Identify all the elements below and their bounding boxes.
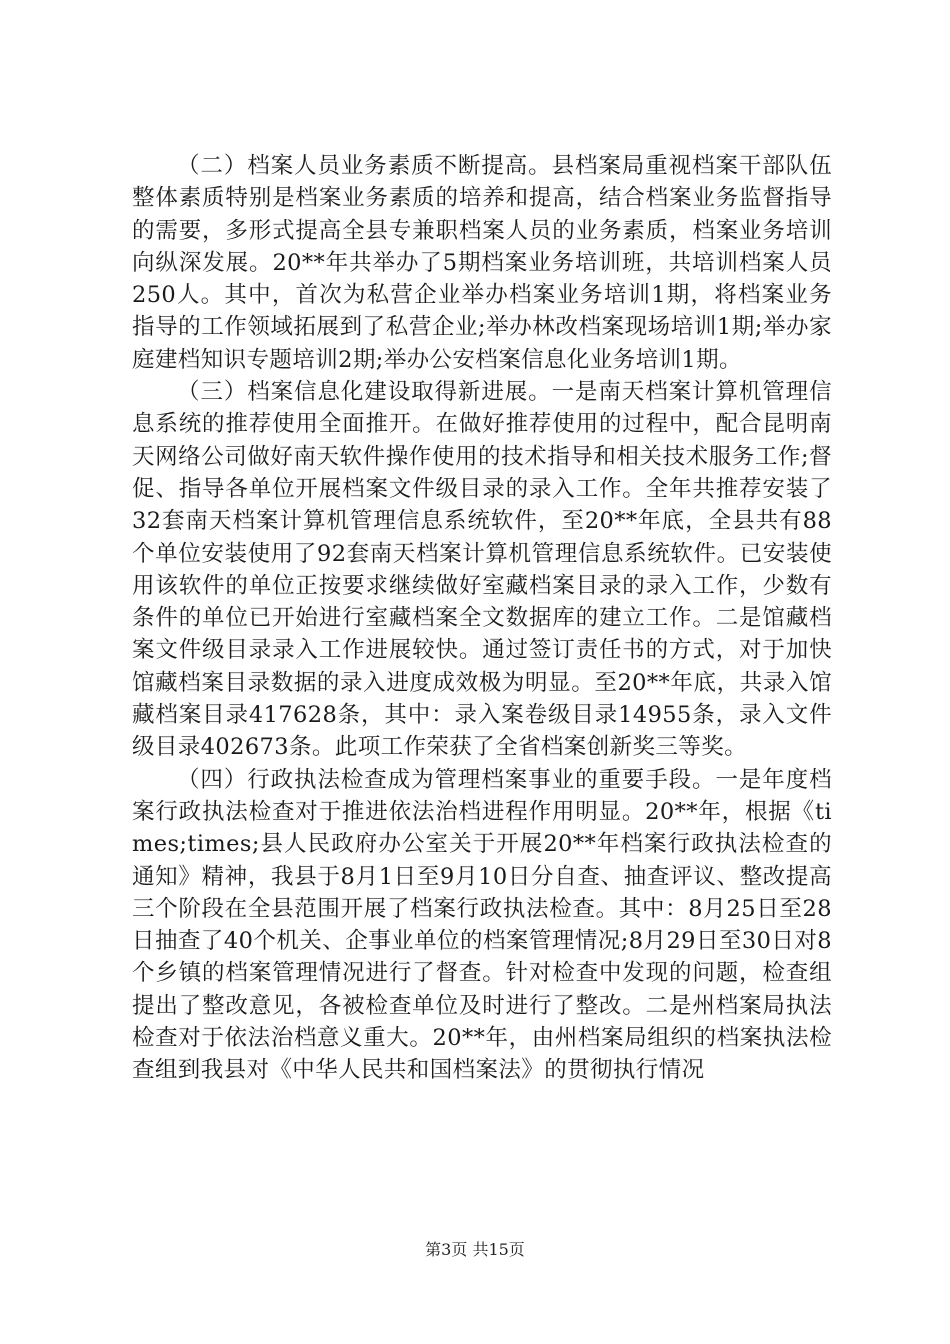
document-body (132, 150, 832, 1087)
page-number-footer: 第3页 共15页 (425, 1240, 525, 1259)
paragraph-informatization: （三）档案信息化建设取得新进展。一是南天档案计算机管理信息系统的推荐使用全面推开。在做好推荐使用的过程中，配合昆明南天网络公司做好南天软件操作使用的技术指导和相关技术服务工作;督促、指导各单位开展档案文件级目录的录入工作。全年共推荐安装了32套南天档案计算机管理信息系统软件，至20**年底，全县共有88个单位安装使用了92套南天档案计算机管理信息系统软件。已安装使用该软件的单位正按要求继续做好室藏档案目录的录入工作，少数有条件的单位已开始进行室藏档案全文数据库的建立工作。二是馆藏档案文件级目录录入工作进展较快。通过签订责任书的方式，对于加快馆藏档案目录数据的录入进度成效极为明显。至20**年底，共录入馆藏档案目录417628条，其中：录入案卷级目录14955条，录入文件级目录402673条。此项工作荣获了全省档案创新奖三等奖。 (132, 379, 832, 761)
paragraph-training: （二）档案人员业务素质不断提高。县档案局重视档案干部队伍整体素质特别是档案业务素质的培养和提高，结合档案业务监督指导的需要，多形式提高全县专兼职档案人员的业务素质，档案业务培训向纵深发展。20**年共举办了5期档案业务培训班，共培训档案人员250人。其中，首次为私营企业举办档案业务培训1期，将档案业务指导的工作领域拓展到了私营企业;举办林改档案现场培训1期;举办家庭建档知识专题培训2期;举办公安档案信息化业务培训1期。 (132, 153, 832, 373)
paragraph-law-enforcement: （四）行政执法检查成为管理档案事业的重要手段。一是年度档案行政执法检查对于推进依法治档进程作用明显。20**年，根据《times;times;县人民政府办公室关于开展20**年档案行政执法检查的通知》精神，我县于8月1日至9月10日分自查、抽查评议、整改提高三个阶段在全县范围开展了档案行政执法检查。其中：8月25日至28日抽查了40个机关、企事业单位的档案管理情况;8月29日至30日对8个乡镇的档案管理情况进行了督查。针对检查中发现的问题，检查组提出了整改意见，各被检查单位及时进行了整改。二是州档案局执法检查对于依法治档意义重大。20**年，由州档案局组织的档案执法检查组到我县对《中华人民共和国档案法》的贯彻执行情况 (132, 766, 832, 1084)
